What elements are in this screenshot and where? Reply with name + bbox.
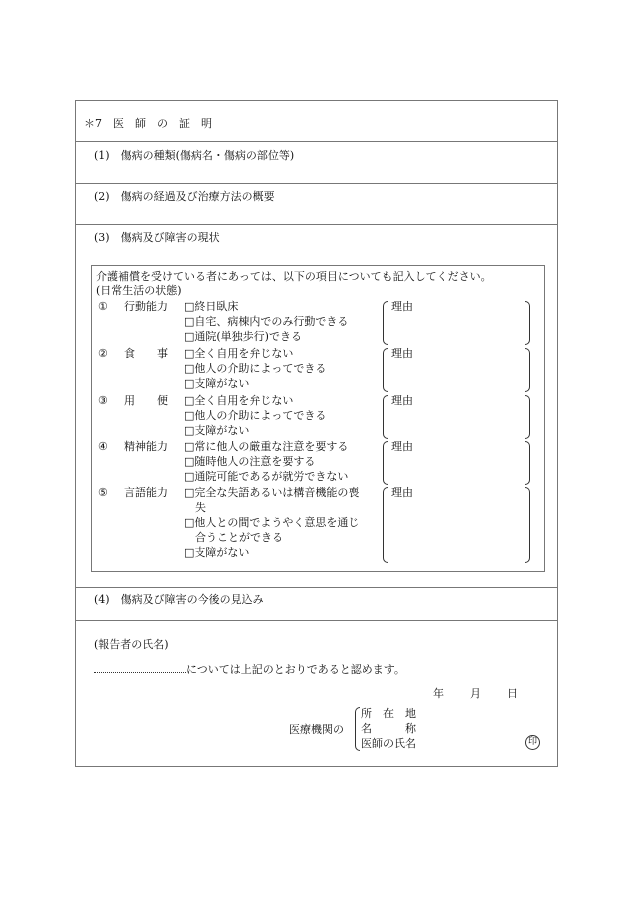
option-checkbox[interactable]: □全く自用を弁じない <box>184 394 294 407</box>
seal-mark: 印 <box>525 735 540 750</box>
section-2-label: (2) 傷病の経過及び治療方法の概要 <box>94 190 275 203</box>
divider <box>76 224 557 225</box>
option-checkbox[interactable]: □他人の介助によってできる <box>184 409 327 422</box>
option-continuation: 失 <box>184 501 206 514</box>
reason-bracket-right <box>525 487 530 563</box>
daily-life-status-box <box>91 265 545 572</box>
reason-bracket-left <box>383 395 388 439</box>
reason-label: 理由 <box>391 347 413 360</box>
option-continuation: 合うことができる <box>184 531 283 544</box>
reporter-name-label: (報告者の氏名) <box>94 638 169 651</box>
reason-label: 理由 <box>391 486 413 499</box>
option-checkbox[interactable]: □他人との間でようやく意思を通じ <box>184 516 360 529</box>
reason-bracket-left <box>383 487 388 563</box>
date-year: 年 <box>433 687 444 700</box>
section-4-label: (4) 傷病及び障害の今後の見込み <box>94 593 264 606</box>
option-checkbox[interactable]: □終日臥床 <box>184 300 239 313</box>
section-1-label: (1) 傷病の種類(傷病名・傷病の部位等) <box>94 149 295 162</box>
doctor-certificate-form <box>75 100 558 767</box>
option-checkbox[interactable]: □他人の介助によってできる <box>184 362 327 375</box>
divider <box>76 620 557 621</box>
item-number: ④ <box>98 440 108 453</box>
reporter-name-field[interactable] <box>94 662 186 673</box>
reason-bracket-right <box>525 348 530 392</box>
option-checkbox[interactable]: □通院可能であるが就労できない <box>184 470 349 483</box>
statement-text: については上記のとおりであると認めます。 <box>186 663 405 676</box>
item-number: ⑤ <box>98 486 108 499</box>
item-number: ① <box>98 300 108 313</box>
option-checkbox[interactable]: □通院(単独歩行)できる <box>184 330 302 343</box>
option-checkbox[interactable]: □随時他人の注意を要する <box>184 455 316 468</box>
divider <box>76 183 557 184</box>
institution-brace <box>355 707 360 751</box>
option-checkbox[interactable]: □完全な失語あるいは構音機能の喪 <box>184 486 360 499</box>
section-title: ＊7 医 師 の 証 明 <box>84 117 212 130</box>
institution-name-label: 名 称 <box>361 722 416 735</box>
reason-bracket-left <box>383 348 388 392</box>
institution-address-label: 所 在 地 <box>361 707 416 720</box>
item-label-mobility: 行動能力 <box>124 300 168 313</box>
item-label-speech: 言語能力 <box>124 486 168 499</box>
reason-bracket-right <box>525 301 530 345</box>
divider <box>76 587 557 588</box>
option-checkbox[interactable]: □支障がない <box>184 424 250 437</box>
section-3-label: (3) 傷病及び障害の現状 <box>94 231 220 244</box>
option-checkbox[interactable]: □自宅、病棟内でのみ行動できる <box>184 315 349 328</box>
option-checkbox[interactable]: □支障がない <box>184 546 250 559</box>
item-label-toileting: 用 便 <box>124 394 168 407</box>
option-checkbox[interactable]: □支障がない <box>184 377 250 390</box>
reason-label: 理由 <box>391 300 413 313</box>
doctor-name-label: 医師の氏名 <box>361 737 416 750</box>
item-number: ② <box>98 347 108 360</box>
reason-label: 理由 <box>391 440 413 453</box>
daily-life-subtitle: (日常生活の状態) <box>96 284 182 297</box>
certification-statement <box>94 661 405 677</box>
option-checkbox[interactable]: □常に他人の厳重な注意を要する <box>184 440 349 453</box>
instruction-note: 介護補償を受けている者にあっては、以下の項目についても記入してください。 <box>96 270 492 283</box>
item-number: ③ <box>98 394 108 407</box>
date-month: 月 <box>470 687 481 700</box>
reason-bracket-left <box>383 441 388 485</box>
item-label-mental: 精神能力 <box>124 440 168 453</box>
reason-label: 理由 <box>391 394 413 407</box>
item-label-eating: 食 事 <box>124 347 168 360</box>
institution-label: 医療機関の <box>289 723 344 736</box>
date-day: 日 <box>507 687 518 700</box>
reason-bracket-right <box>525 441 530 485</box>
option-checkbox[interactable]: □全く自用を弁じない <box>184 347 294 360</box>
reason-bracket-left <box>383 301 388 345</box>
reason-bracket-right <box>525 395 530 439</box>
divider <box>76 141 557 142</box>
